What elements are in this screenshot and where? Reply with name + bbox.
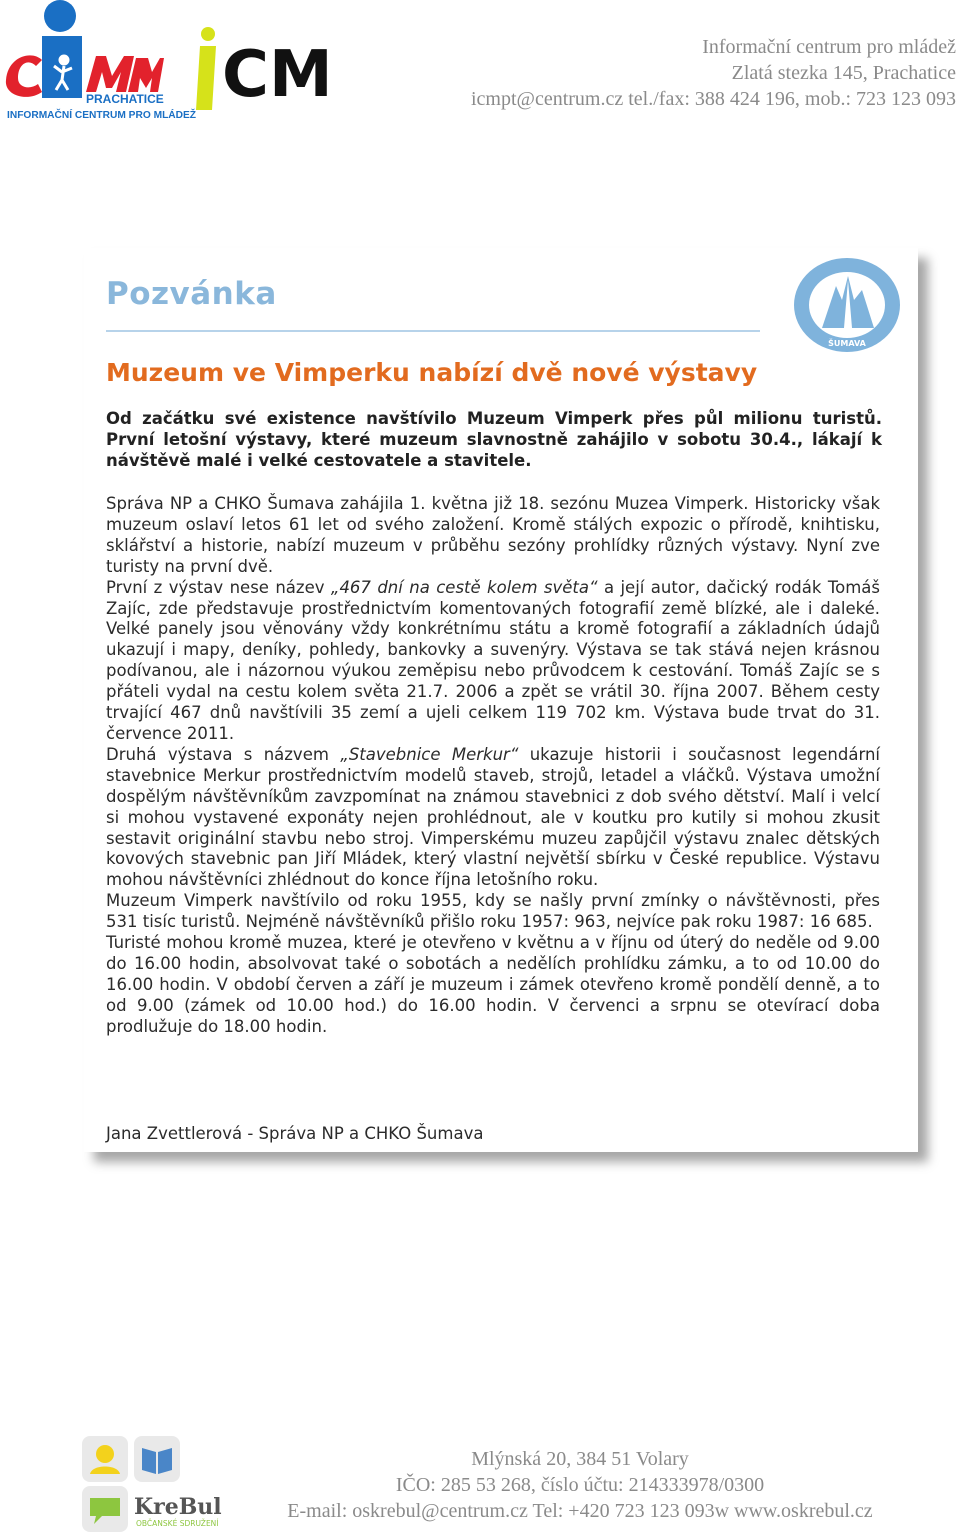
footer-contacts: E-mail: oskrebul@centrum.cz Tel: +420 723 123 093w www.oskrebul.cz [287,1500,873,1522]
article-headline: Muzeum ve Vimperku nabízí dvě nové výstavy [106,358,758,387]
footer-contact [250,1446,910,1524]
paragraph-3: Druhá výstava s názvem „Stavebnice Merkur“ ukazuje historii i současnost legendární stavebnice Merkur prostřednictvím modelů staveb, strojů, letadel a vláčků. Výstava umožní dospělým návštěvníkům zavzpomínat na známou stavebnici z dob svého dětství. Malí i velcí si mohou vystavené exponáty nejen prohlédnout, ale v koutku pro kutily si mohou zkusit sestavit originální stavbu nebo stroj. Vimperskému muzeu zapůjčil výstavu znalec dětských kovových stavebnic pan Jiří Mládek, který vlastní největší sbírku v České republice. Výstavu mohou návštěvníci zhlédnout do konce října letošního roku. [106,744,880,890]
footer-ico: IČO: 285 53 268, číslo účtu: 214333978/0300 [395,1474,765,1496]
title-divider [106,330,760,332]
paragraph-2: První z výstav nese název „467 dní na cestě kolem světa“ a její autor, dačický rodák Tomáš Zajíc, zde představuje prostřednictvím komentovaných fotografií země blízké, ale i daleké. Velké panely jsou věnovány vždy konkrétnímu státu a kromě fotografií a základních údajů ukazují i mapy, deníky, pohledy, bankovky a suvenýry. Výstava se tak stává nejen krásnou podívanou, ale i názornou výukou zeměpisu nebo průvodcem k cestování. Tomáš Zajíc se s přáteli vydal na cestu kolem světa 21.7. 2006 a zpět se vrátil 30. října 2007. Během cesty trvající 467 dnů navštívili 35 zemí a ujeli celkem 119 702 km. Výstava bude trvat do 31. července 2011. [106,577,880,743]
article-signature: Jana Zvettlerová - Správa NP a CHKO Šumava [106,1124,484,1143]
svg-text:ŠUMAVA: ŠUMAVA [828,339,866,348]
paragraph-5: Turisté mohou kromě muzea, které je otevřeno v květnu a v říjnu od úterý do neděle od 9.00 do 16.00 hodin, absolvovat také o sobotách a nedělích prohlídku zámku, a to od 10.00 do 16.00 hodin. V období červen a září je muzeum i zámek otevřeno kromě pondělí denně, a to od 9.00 (zámek od 10.00 hod.) do 16.00 hodin. V červenci a srpnu se otevírací doba prodlužuje do 18.00 hodin. [106,933,880,1036]
krebul-logo-icon [80,1434,230,1534]
cim-logo-icon [2,0,197,122]
paragraph-4: Muzeum Vimperk navštívilo od roku 1955, kdy se našly první zmínky o návštěvnosti, přes 531 tisíc turistů. Nejméně návštěvníků přišlo roku 1957: 963, nejvíce pak roku 1987: 16 685. [106,891,880,932]
invitation-card [84,248,918,1152]
footer-address: Mlýnská 20, 384 51 Volary [471,1448,689,1470]
cim-logo-subtitle: INFORMAČNÍ CENTRUM PRO MLÁDEŽ [7,110,197,121]
header-org: Informační centrum pro mládež [702,36,956,58]
card-label: Pozvánka [106,276,277,312]
icm-logo-text: CM [222,38,333,112]
header-contact [471,34,956,112]
article-lead: Od začátku své existence navštívilo Muzeum Vimperk přes půl milionu turistů. První letošní výstavy, které muzeum slavnostně zahájilo v sobotu 30.4., lákají k návštěvě malé i velké cestovatele a stavitele. [106,409,882,470]
paragraph-1: Správa NP a CHKO Šumava zahájila 1. května již 18. sezónu Muzea Vimperk. Historicky však muzeum oslaví letos 61 let od svého založení. Kromě stálých expozic o přírodě, knihtisku, sklářství a historie, nabízí muzeum v průběhu sezóny prohlídky různých výstavy. Nyní zve turisty na první dvě. [106,494,880,576]
sumava-park-logo-icon [792,256,902,354]
exhibition-title-1: „467 dní na cestě kolem světa“ [330,577,598,597]
header-contacts: icmpt@centrum.cz tel./fax: 388 424 196, mob.: 723 123 093 [471,88,956,110]
cim-logo-place: PRACHATICE [86,92,164,106]
krebul-name: KreBul [134,1494,222,1520]
icm-logo-icon [196,26,333,112]
krebul-subtitle: OBČANSKÉ SDRUŽENÍ [136,1519,219,1528]
article-body [106,494,880,1038]
header-address: Zlatá stezka 145, Prachatice [731,62,956,84]
exhibition-title-2: „Stavebnice Merkur“ [340,744,519,764]
